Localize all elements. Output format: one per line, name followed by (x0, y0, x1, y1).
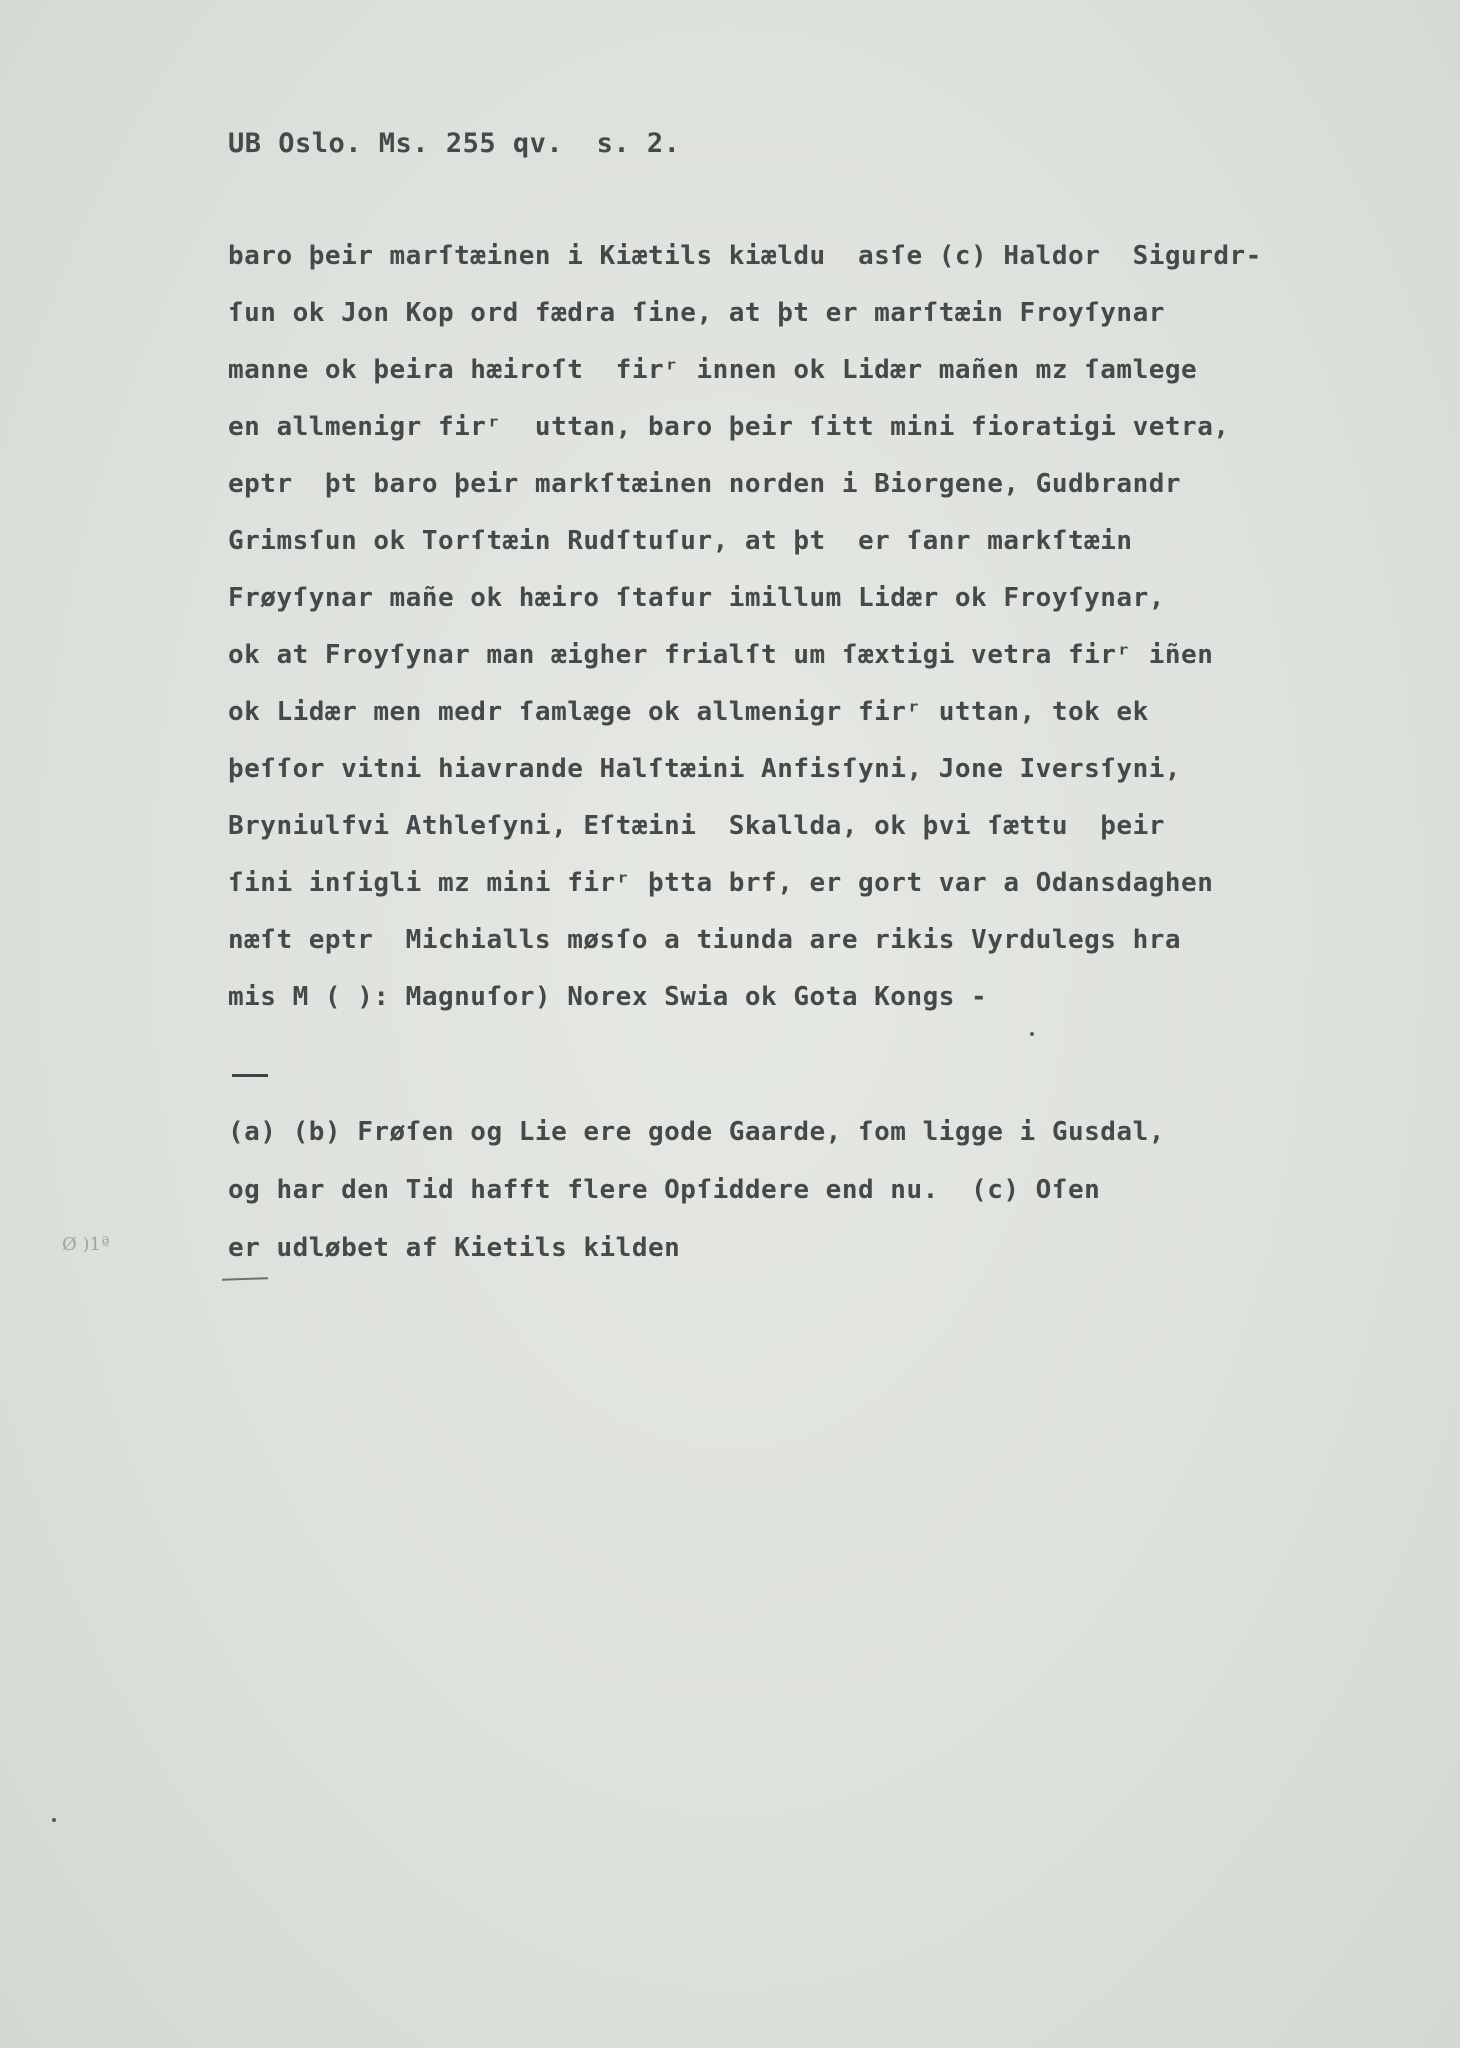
section-separator (232, 1074, 268, 1077)
body-line-4: en allmenigr firʳ uttan, baro þeir ſitt mini fioratigi vetra, (228, 412, 1230, 442)
page-header: UB Oslo. Ms. 255 qv. s. 2. (228, 128, 681, 159)
ink-speck (52, 1818, 56, 1822)
handwritten-underline (222, 1277, 268, 1281)
body-line-13: næſt eptr Michialls møsſo a tiunda are rikis Vyrdulegs hra (228, 925, 1182, 955)
note-line-3: er udløbet af Kietils kilden (228, 1233, 681, 1263)
body-line-5: eptr þt baro þeir markſtæinen norden i Biorgene, Gudbrandr (228, 469, 1182, 499)
body-line-6: Grimsſun ok Torſtæin Rudſtuſur, at þt er ſanr markſtæin (228, 526, 1133, 556)
ink-speck (1030, 1032, 1034, 1036)
margin-note: Ø )1ª (62, 1234, 110, 1255)
note-line-1: (a) (b) Frøſen og Lie ere gode Gaarde, ſom ligge i Gusdal, (228, 1117, 1165, 1147)
note-line-2: og har den Tid hafft flere Opſiddere end nu. (c) Oſen (228, 1175, 1101, 1205)
body-line-12: ſini inſigli mz mini firʳ þtta brf, er gort var a Odansdaghen (228, 868, 1214, 898)
body-line-7: Frøyſynar mañe ok hæiro ſtafur imillum Lidær ok Froyſynar, (228, 583, 1165, 613)
body-line-3: manne ok þeira hæiroſt firʳ innen ok Lidær mañen mz ſamlege (228, 355, 1198, 385)
body-line-1: baro þeir marſtæinen i Kiætils kiældu asſe (c) Haldor Sigurdr- (228, 241, 1262, 271)
body-line-2: ſun ok Jon Kop ord fædra ſine, at þt er marſtæin Froyſynar (228, 298, 1165, 328)
body-line-11: Bryniulfvi Athleſyni, Eſtæini Skallda, ok þvi ſættu þeir (228, 811, 1165, 841)
body-line-8: ok at Froyſynar man æigher frialſt um ſæxtigi vetra firʳ iñen (228, 640, 1214, 670)
body-line-10: þeſſor vitni hiavrande Halſtæini Anfisſyni, Jone Iversſyni, (228, 754, 1182, 784)
body-line-9: ok Lidær men medr ſamlæge ok allmenigr firʳ uttan, tok ek (228, 697, 1149, 727)
body-line-14: mis M ( ): Magnuſor) Norex Swia ok Gota Kongs - (228, 982, 988, 1012)
